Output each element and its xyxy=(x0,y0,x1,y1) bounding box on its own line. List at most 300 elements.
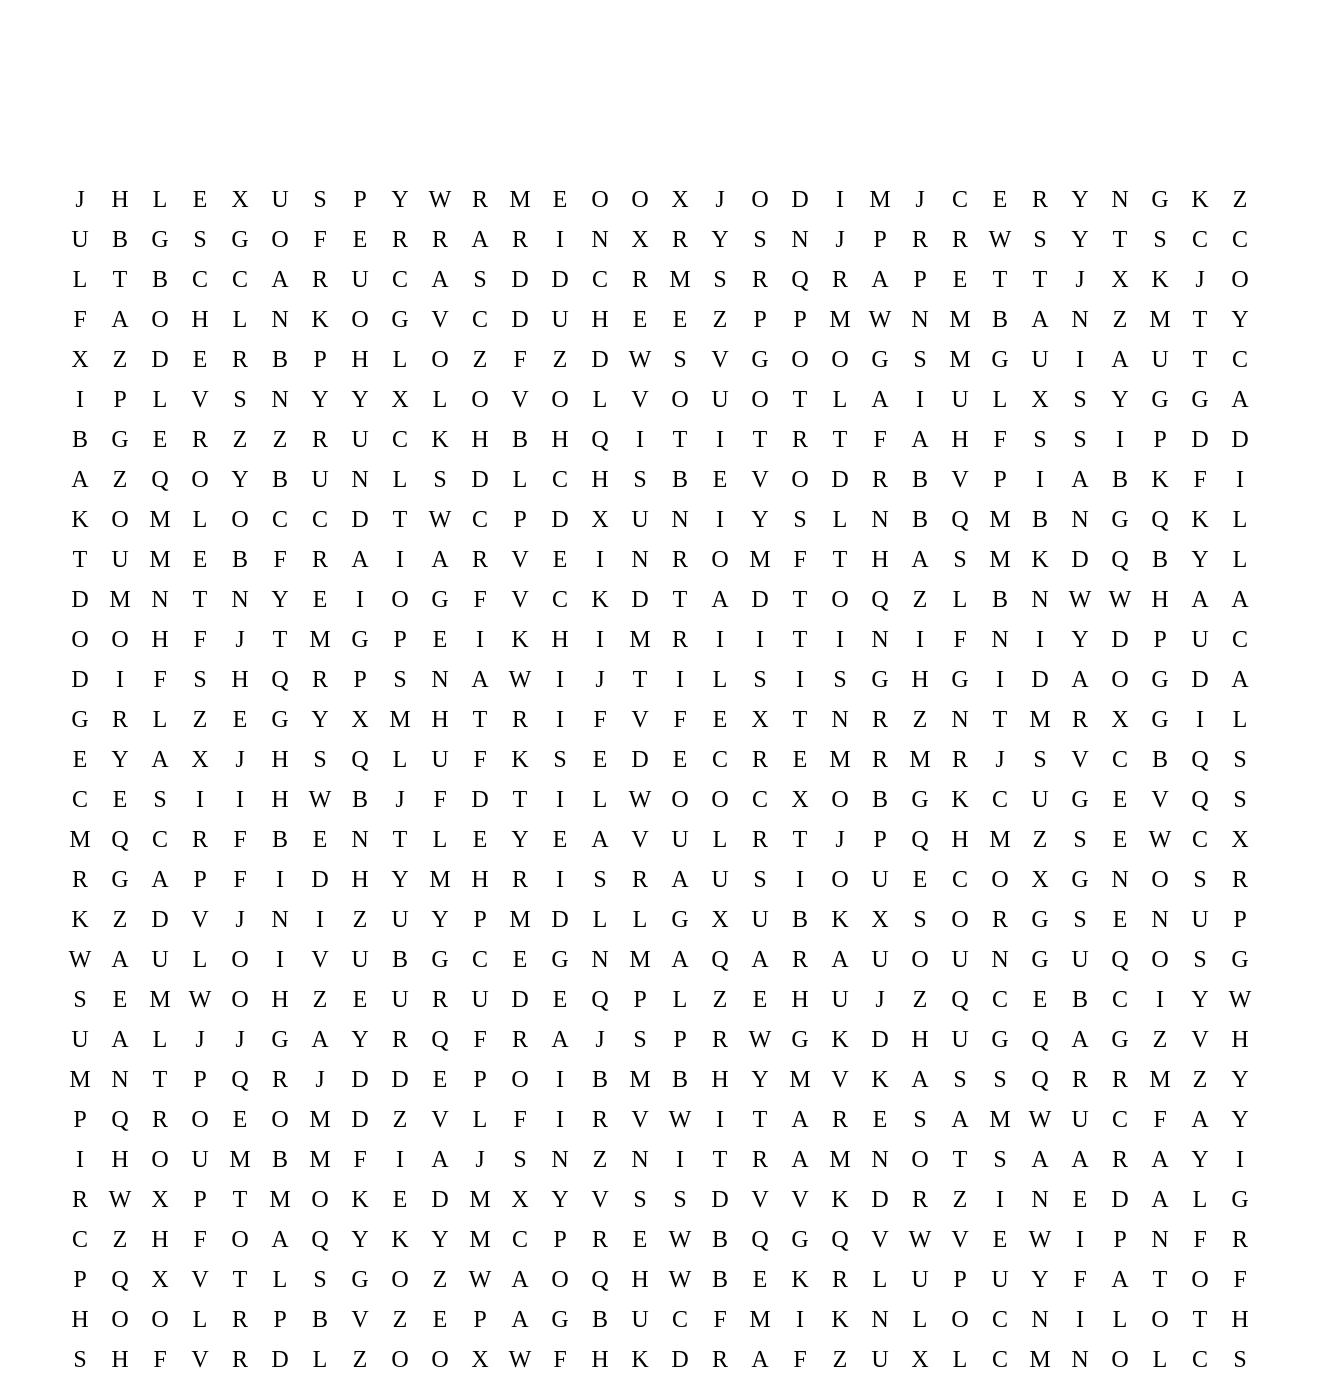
grid-letter: O xyxy=(391,587,409,613)
grid-letter: A xyxy=(1231,587,1249,613)
grid-letter: O xyxy=(911,1147,929,1173)
grid-letter: E xyxy=(792,747,808,773)
grid-letter: Z xyxy=(352,1347,368,1373)
grid-letter: O xyxy=(151,307,169,333)
grid-letter: D xyxy=(71,587,89,613)
grid-letter: O xyxy=(511,1067,529,1093)
grid-letter: B xyxy=(511,427,528,453)
grid-letter: H xyxy=(151,627,169,653)
grid-letter: A xyxy=(791,1147,809,1173)
grid-letter: B xyxy=(151,267,168,293)
grid-letter: D xyxy=(551,907,569,933)
grid-letter: O xyxy=(311,1187,329,1213)
grid-letter: B xyxy=(351,787,368,813)
grid-letter: O xyxy=(1191,1267,1209,1293)
grid-letter: L xyxy=(512,467,528,493)
grid-letter: R xyxy=(831,1267,848,1293)
grid-letter: X xyxy=(351,707,369,733)
grid-letter: A xyxy=(351,547,369,573)
grid-letter: A xyxy=(671,867,689,893)
grid-letter: A xyxy=(951,1107,969,1133)
grid-letter: H xyxy=(151,1227,169,1253)
grid-letter: I xyxy=(556,707,564,733)
grid-letter: E xyxy=(352,987,368,1013)
grid-letter: E xyxy=(952,267,968,293)
grid-letter: E xyxy=(672,747,688,773)
grid-letter: T xyxy=(792,707,808,733)
grid-letter: L xyxy=(952,1347,968,1373)
grid-letter: L xyxy=(832,387,848,413)
grid-letter: G xyxy=(431,587,449,613)
grid-letter: R xyxy=(671,227,688,253)
grid-letter: Q xyxy=(111,1107,129,1133)
grid-letter: S xyxy=(313,747,327,773)
grid-letter: V xyxy=(511,587,529,613)
grid-letter: O xyxy=(831,587,849,613)
grid-letter: F xyxy=(953,627,967,653)
grid-letter: G xyxy=(791,1227,809,1253)
grid-letter: F xyxy=(1233,1267,1247,1293)
grid-letter: V xyxy=(191,387,209,413)
grid-letter: S xyxy=(233,387,247,413)
grid-letter: Y xyxy=(311,707,329,733)
grid-letter: S xyxy=(313,187,327,213)
grid-letter: R xyxy=(71,1187,88,1213)
grid-letter: A xyxy=(311,1027,329,1053)
grid-letter: M xyxy=(69,1067,91,1093)
grid-letter: N xyxy=(1071,1347,1089,1373)
grid-letter: S xyxy=(1233,747,1247,773)
grid-letter: S xyxy=(913,907,927,933)
grid-letter: O xyxy=(151,1147,169,1173)
grid-letter: I xyxy=(596,627,604,653)
grid-letter: E xyxy=(552,987,568,1013)
grid-letter: Y xyxy=(351,387,369,413)
grid-letter: A xyxy=(911,547,929,573)
grid-letter: S xyxy=(393,667,407,693)
grid-letter: U xyxy=(351,427,369,453)
grid-letter: D xyxy=(671,1347,689,1373)
grid-letter: L xyxy=(192,947,208,973)
grid-letter: F xyxy=(153,667,167,693)
grid-letter: Y xyxy=(751,507,769,533)
grid-letter: O xyxy=(711,787,729,813)
grid-letter: M xyxy=(469,1187,491,1213)
grid-letter: I xyxy=(996,1187,1004,1213)
grid-letter: H xyxy=(1151,587,1169,613)
grid-letter: Y xyxy=(1071,227,1089,253)
grid-letter: L xyxy=(712,667,728,693)
grid-letter: S xyxy=(193,667,207,693)
grid-letter: S xyxy=(1073,387,1087,413)
grid-letter: A xyxy=(1151,1187,1169,1213)
grid-letter: Z xyxy=(112,907,128,933)
grid-letter: J xyxy=(475,1147,485,1173)
grid-letter: Y xyxy=(1111,387,1129,413)
grid-letter: Y xyxy=(1071,187,1089,213)
grid-letter: M xyxy=(629,1067,651,1093)
grid-letter: J xyxy=(235,1027,245,1053)
grid-letter: V xyxy=(511,547,529,573)
grid-letter: I xyxy=(716,427,724,453)
grid-letter: I xyxy=(676,1147,684,1173)
grid-letter: R xyxy=(311,667,328,693)
grid-letter: A xyxy=(911,1067,929,1093)
grid-letter: K xyxy=(1191,507,1209,533)
grid-letter: Q xyxy=(1191,787,1209,813)
grid-letter: P xyxy=(913,267,927,293)
grid-letter: J xyxy=(995,747,1005,773)
grid-letter: C xyxy=(511,1227,528,1253)
grid-letter: Q xyxy=(751,1227,769,1253)
grid-letter: D xyxy=(1031,667,1049,693)
grid-letter: S xyxy=(193,227,207,253)
grid-letter: M xyxy=(509,907,531,933)
grid-letter: S xyxy=(993,1147,1007,1173)
grid-letter: S xyxy=(1033,427,1047,453)
grid-letter: X xyxy=(671,187,689,213)
grid-letter: G xyxy=(351,627,369,653)
grid-letter: R xyxy=(1111,1067,1128,1093)
grid-letter: S xyxy=(753,227,767,253)
grid-letter: L xyxy=(472,1107,488,1133)
grid-letter: G xyxy=(71,707,89,733)
grid-letter: S xyxy=(73,987,87,1013)
grid-letter: W xyxy=(1028,1227,1052,1253)
grid-letter: B xyxy=(791,907,808,933)
grid-letter: R xyxy=(591,1107,608,1133)
grid-letter: Y xyxy=(1231,1067,1249,1093)
grid-letter: B xyxy=(271,1147,288,1173)
grid-letter: T xyxy=(792,827,808,853)
grid-letter: Y xyxy=(431,1227,449,1253)
grid-letter: I xyxy=(716,627,724,653)
grid-letter: G xyxy=(1151,387,1169,413)
grid-letter: L xyxy=(72,267,88,293)
grid-letter: P xyxy=(353,667,367,693)
grid-letter: C xyxy=(1111,747,1128,773)
grid-letter: Y xyxy=(551,1187,569,1213)
grid-letter: F xyxy=(153,1347,167,1373)
grid-letter: M xyxy=(309,627,331,653)
grid-letter: M xyxy=(269,1187,291,1213)
grid-letter: X xyxy=(631,227,649,253)
grid-letter: Z xyxy=(1192,1067,1208,1093)
grid-letter: S xyxy=(473,267,487,293)
grid-letter: R xyxy=(511,707,528,733)
grid-letter: K xyxy=(831,1187,849,1213)
grid-letter: V xyxy=(511,387,529,413)
grid-letter: P xyxy=(73,1107,87,1133)
grid-letter: C xyxy=(191,267,208,293)
grid-letter: F xyxy=(473,1027,487,1053)
grid-letter: A xyxy=(271,1227,289,1253)
grid-letter: S xyxy=(1073,427,1087,453)
grid-letter: B xyxy=(911,467,928,493)
grid-letter: F xyxy=(553,1347,567,1373)
grid-letter: B xyxy=(271,827,288,853)
grid-letter: C xyxy=(711,747,728,773)
grid-letter: M xyxy=(749,1307,771,1333)
grid-letter: R xyxy=(751,827,768,853)
grid-letter: E xyxy=(1112,787,1128,813)
grid-letter: G xyxy=(351,1267,369,1293)
grid-letter: J xyxy=(1075,267,1085,293)
grid-letter: L xyxy=(152,1027,168,1053)
grid-letter: M xyxy=(789,1067,811,1093)
grid-letter: M xyxy=(629,627,651,653)
grid-letter: D xyxy=(831,467,849,493)
grid-letter: M xyxy=(69,827,91,853)
grid-letter: G xyxy=(791,1027,809,1053)
grid-letter: O xyxy=(111,507,129,533)
grid-letter: P xyxy=(633,987,647,1013)
grid-letter: K xyxy=(391,1227,409,1253)
grid-letter: W xyxy=(1148,827,1172,853)
grid-letter: P xyxy=(873,827,887,853)
grid-letter: I xyxy=(916,387,924,413)
grid-letter: W xyxy=(668,1227,692,1253)
grid-letter: K xyxy=(431,427,449,453)
grid-letter: C xyxy=(991,1307,1008,1333)
grid-letter: E xyxy=(392,1187,408,1213)
grid-letter: Y xyxy=(1191,987,1209,1013)
grid-letter: F xyxy=(993,427,1007,453)
grid-letter: G xyxy=(951,667,969,693)
grid-letter: J xyxy=(235,627,245,653)
grid-letter: H xyxy=(591,307,609,333)
grid-letter: L xyxy=(152,187,168,213)
grid-letter: U xyxy=(951,1027,969,1053)
grid-letter: L xyxy=(1232,707,1248,733)
grid-letter: M xyxy=(829,1147,851,1173)
grid-letter: R xyxy=(311,427,328,453)
grid-letter: S xyxy=(753,667,767,693)
grid-letter: S xyxy=(633,1187,647,1213)
grid-letter: T xyxy=(512,787,528,813)
grid-letter: T xyxy=(992,267,1008,293)
grid-letter: W xyxy=(1228,987,1252,1013)
grid-letter: T xyxy=(1032,267,1048,293)
grid-letter: Y xyxy=(231,467,249,493)
grid-letter: O xyxy=(631,187,649,213)
grid-letter: D xyxy=(71,667,89,693)
grid-letter: M xyxy=(669,267,691,293)
grid-letter: S xyxy=(553,747,567,773)
grid-letter: K xyxy=(511,747,529,773)
grid-letter: T xyxy=(712,1147,728,1173)
grid-letter: E xyxy=(352,227,368,253)
grid-letter: D xyxy=(791,187,809,213)
grid-letter: C xyxy=(391,267,408,293)
grid-letter: Y xyxy=(311,387,329,413)
grid-letter: Q xyxy=(231,1067,249,1093)
grid-letter: R xyxy=(471,187,488,213)
grid-letter: Q xyxy=(951,987,969,1013)
grid-letter: D xyxy=(1231,427,1249,453)
grid-letter: N xyxy=(271,907,289,933)
grid-letter: V xyxy=(951,1227,969,1253)
grid-letter: C xyxy=(991,787,1008,813)
grid-letter: G xyxy=(231,227,249,253)
grid-letter: F xyxy=(593,707,607,733)
grid-letter: C xyxy=(1231,627,1248,653)
grid-letter: N xyxy=(271,307,289,333)
grid-letter: D xyxy=(591,347,609,373)
grid-letter: K xyxy=(831,907,849,933)
grid-letter: V xyxy=(431,1107,449,1133)
grid-letter: E xyxy=(672,307,688,333)
grid-letter: R xyxy=(631,267,648,293)
grid-letter: J xyxy=(315,1067,325,1093)
grid-letter: B xyxy=(391,947,408,973)
grid-letter: G xyxy=(1231,1187,1249,1213)
grid-letter: H xyxy=(911,1027,929,1053)
grid-letter: O xyxy=(671,787,689,813)
grid-letter: I xyxy=(476,627,484,653)
grid-letter: R xyxy=(1031,187,1048,213)
grid-letter: S xyxy=(673,347,687,373)
grid-letter: U xyxy=(671,827,689,853)
grid-letter: H xyxy=(471,867,489,893)
grid-letter: J xyxy=(835,227,845,253)
grid-letter: I xyxy=(76,1147,84,1173)
grid-letter: O xyxy=(1151,1307,1169,1333)
grid-letter: A xyxy=(1031,1147,1049,1173)
grid-letter: O xyxy=(391,1267,409,1293)
grid-letter: B xyxy=(671,1067,688,1093)
grid-letter: V xyxy=(431,307,449,333)
grid-letter: T xyxy=(792,627,808,653)
grid-letter: M xyxy=(1149,307,1171,333)
grid-letter: N xyxy=(831,707,849,733)
grid-letter: L xyxy=(992,387,1008,413)
grid-letter: P xyxy=(1153,627,1167,653)
grid-letter: C xyxy=(991,1347,1008,1373)
grid-letter: L xyxy=(1152,1347,1168,1373)
grid-letter: D xyxy=(271,1347,289,1373)
grid-letter: U xyxy=(191,1147,209,1173)
grid-letter: R xyxy=(511,867,528,893)
grid-letter: Z xyxy=(832,1347,848,1373)
grid-letter: E xyxy=(192,347,208,373)
grid-letter: M xyxy=(469,1227,491,1253)
grid-letter: H xyxy=(631,1267,649,1293)
grid-letter: M xyxy=(1149,1067,1171,1093)
grid-letter: R xyxy=(591,1227,608,1253)
grid-letter: I xyxy=(196,787,204,813)
grid-letter: H xyxy=(911,667,929,693)
grid-letter: G xyxy=(1231,947,1249,973)
grid-letter: S xyxy=(833,667,847,693)
grid-letter: P xyxy=(553,1227,567,1253)
grid-letter: F xyxy=(473,747,487,773)
grid-letter: H xyxy=(951,827,969,853)
grid-letter: C xyxy=(951,187,968,213)
grid-letter: N xyxy=(1071,507,1089,533)
grid-letter: C xyxy=(231,267,248,293)
grid-letter: T xyxy=(1112,227,1128,253)
grid-letter: U xyxy=(71,1027,89,1053)
grid-letter: M xyxy=(309,1147,331,1173)
grid-letter: E xyxy=(1112,827,1128,853)
grid-letter: O xyxy=(1151,867,1169,893)
grid-letter: Z xyxy=(712,987,728,1013)
grid-letter: W xyxy=(1068,587,1092,613)
grid-letter: I xyxy=(316,907,324,933)
grid-letter: O xyxy=(831,867,849,893)
grid-letter: G xyxy=(1111,1027,1129,1053)
grid-letter: W xyxy=(908,1227,932,1253)
grid-letter: T xyxy=(272,627,288,653)
grid-letter: G xyxy=(1071,867,1089,893)
grid-letter: R xyxy=(831,1107,848,1133)
grid-letter: R xyxy=(391,227,408,253)
grid-letter: Z xyxy=(552,347,568,373)
grid-letter: M xyxy=(829,307,851,333)
grid-letter: A xyxy=(1191,1107,1209,1133)
grid-letter: G xyxy=(1031,907,1049,933)
grid-letter: N xyxy=(151,587,169,613)
grid-letter: D xyxy=(351,507,369,533)
grid-letter: Q xyxy=(1111,547,1129,573)
grid-letter: V xyxy=(791,1187,809,1213)
grid-letter: D xyxy=(391,1067,409,1093)
grid-letter: E xyxy=(992,187,1008,213)
grid-letter: T xyxy=(1192,347,1208,373)
grid-letter: X xyxy=(391,387,409,413)
grid-letter: A xyxy=(1111,347,1129,373)
grid-letter: A xyxy=(511,1307,529,1333)
grid-letter: H xyxy=(791,987,809,1013)
grid-letter: S xyxy=(913,1107,927,1133)
grid-letter: J xyxy=(235,907,245,933)
grid-letter: H xyxy=(271,787,289,813)
grid-letter: Y xyxy=(711,227,729,253)
grid-letter: J xyxy=(835,827,845,853)
grid-letter: L xyxy=(1192,1187,1208,1213)
grid-letter: Q xyxy=(951,507,969,533)
grid-letter: B xyxy=(1111,467,1128,493)
grid-letter: C xyxy=(71,1227,88,1253)
grid-letter: V xyxy=(631,1107,649,1133)
grid-letter: X xyxy=(151,1267,169,1293)
grid-letter: A xyxy=(111,947,129,973)
grid-letter: N xyxy=(1031,587,1049,613)
grid-letter: N xyxy=(1151,1227,1169,1253)
grid-letter: K xyxy=(831,1307,849,1333)
grid-letter: Y xyxy=(1071,627,1089,653)
grid-letter: N xyxy=(791,227,809,253)
grid-letter: N xyxy=(271,387,289,413)
grid-letter: I xyxy=(396,1147,404,1173)
grid-letter: L xyxy=(872,1267,888,1293)
grid-letter: L xyxy=(432,827,448,853)
grid-letter: U xyxy=(111,547,129,573)
grid-letter: Y xyxy=(511,827,529,853)
grid-letter: U xyxy=(631,1307,649,1333)
grid-letter: E xyxy=(432,1307,448,1333)
grid-letter: G xyxy=(551,947,569,973)
grid-letter: A xyxy=(511,1267,529,1293)
grid-letter: J xyxy=(395,787,405,813)
grid-letter: Q xyxy=(1031,1067,1049,1093)
grid-letter: V xyxy=(191,1347,209,1373)
grid-letter: D xyxy=(151,347,169,373)
grid-letter: P xyxy=(193,1187,207,1213)
grid-letter: G xyxy=(911,787,929,813)
grid-letter: E xyxy=(912,867,928,893)
